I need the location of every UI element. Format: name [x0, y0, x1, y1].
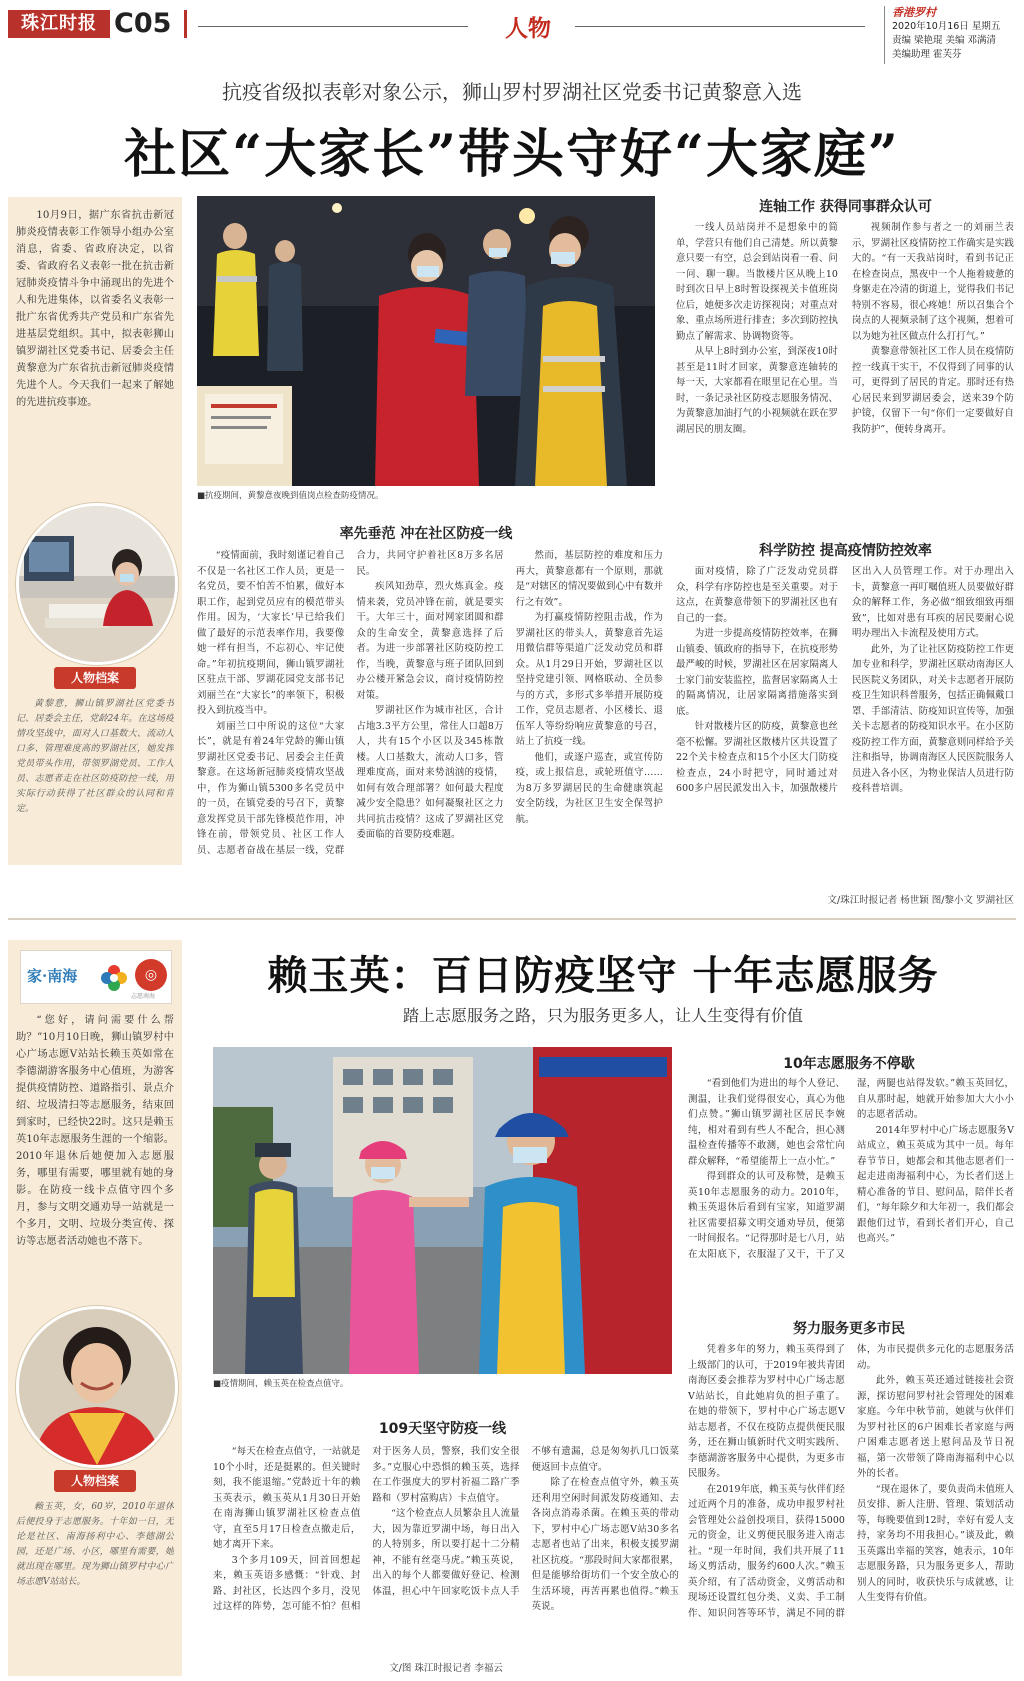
- story1-sec2-title: 连轴工作 获得同事群众认可: [759, 199, 932, 215]
- masthead: [0, 0, 1024, 60]
- story1-sec1-para: 然而，基层防控的难度和压力再大，黄黎意都有一个原则，那就是“对辖区的情况要做到心中有数并行之有效”。: [515, 550, 663, 608]
- story1-profile: 黄黎意，狮山镇罗湖社区党委书记、居委会主任，党龄24年。在这场疫情攻坚战中，面对人口基数大、流动人口多、管理难度高的罗湖社区，她发挥党员带头作用，带领罗湖党员、工作人员、志愿者走在社区防疫防控一线，用实际行动获得了社区群众的认同和肯定。: [16, 699, 174, 814]
- story1-sec3-para: 面对疫情，除了广泛发动党员群众，科学有序防控也是至关重要。对于这点，在黄黎意带领下的罗湖社区也有自己的一套。: [676, 566, 838, 624]
- story2-lead: “您好，请问需要什么帮助？”10月10日晚，狮山镇罗村中心广场志愿V站站长赖玉英如常在李德湖游客服务中心值班，为游客提供疫情防控、道路指引、景点介绍、垃圾清扫等志愿服务，结束回到家时，已经快22时。这只是赖玉英10年志愿服务生涯的一个缩影。2010年退休后她便加入志愿服务，哪里有需要，哪里就有她的身影。在防疫一线卡点值守四个多月，参与文明交通劝导一站就是一个多月，文明、垃圾分类宣传、探访等志愿者活动她也不落下。: [16, 1015, 174, 1247]
- page-number: C05: [114, 8, 172, 39]
- story1-sec2-para: 从早上8时到办公室，到深夜10时甚至是11时才回家，黄黎意连轴转的每一天，大家都看在眼里记在心里。当时，一条记录社区防疫志愿服务情况、为黄黎意加油打气的小视频就在跃在罗湖居民的朋友圈。: [676, 346, 838, 435]
- story2-photo-caption: ■疫情期间，赖玉英在检查点值守。: [213, 1379, 349, 1389]
- story2-subtitle: 踏上志愿服务之路，只为服务更多人，让人生变得有价值: [402, 1006, 803, 1025]
- story2-headline: 赖玉英：百日防疫坚守 十年志愿服务: [267, 952, 939, 999]
- masthead-divider: [184, 10, 187, 38]
- story2-sec3-title: 努力服务更多市民: [793, 1321, 905, 1337]
- section-label: 人物: [505, 15, 551, 42]
- story1-sec1-para: 刘丽兰口中所说的这位“大家长”，就是有着24年党龄的狮山镇罗湖社区党委书记、居委会主任黄黎意。在这场新冠肺炎疫情攻坚战中，作为狮山镇5300多名党员中的一员，在镇党委的号召下，黄黎意发挥党员干部先锋模范作用，冲锋在前，带领党员、社区工作人员、志愿者奋战在基层一线，党群合力，共同守护着社区8万多名居民。: [197, 550, 504, 856]
- story1-sec3-title: 科学防控 提高疫情防控效率: [759, 543, 932, 559]
- story1-sec1-body: [197, 548, 663, 890]
- story1-lead: 10月9日，据广东省抗击新冠肺炎疫情表彰工作领导小组办公室消息，省委、省政府决定，以省委、省政府名义表彰一批在抗击新冠肺炎疫情斗争中涌现出的先进个人和先进集体，以省委名义表彰一批广东省优秀共产党员和广东省先进基层党组织。其中，拟表彰狮山镇罗湖社区党委书记、居委会主任黄黎意为广东省抗击新冠肺炎疫情先进个人。今天我们一起来了解她的先进抗疫事迹。: [16, 210, 174, 408]
- masthead-rule-left: [198, 26, 468, 27]
- masthead-rule-right: [575, 26, 865, 27]
- story2-sidebar: [8, 940, 182, 1676]
- story2-sec1-para: 得到群众的认可及称赞，是赖玉英10年志愿服务的动力。2010年，赖玉英退休后看到有宝家，知道罗湖社区需要招募文明交通劝导员，便第一时间报名。“记得那时是七八月，站在太阳底下，衣服湿了又干，干了又湿，两腿也站得发软。”赖玉英回忆，自从那时起，她就开始参加大大小小的志愿者活动。: [688, 1078, 1014, 1260]
- story1-sidebar: [8, 197, 182, 865]
- editors: 责编 梁艳琨 美编 邓满清: [892, 35, 997, 46]
- story2-portrait: [16, 1306, 178, 1468]
- story2-sec3-para: 此外，赖玉英还通过链接社会资源，探访慰问罗村社会管理处的困难家庭。今年中秋节前，她就与伙伴们为罗村社区的6户困难长者家庭与两户困难志愿者送上慰问品及节日祝福，第一次带领了降南海福利中心以外的长者。: [857, 1375, 1014, 1479]
- story1-sec1-para: 罗湖社区作为城市社区，合计占地3.3平方公里，常住人口超8万人，共有15个小区以及345栋散楼。人口基数大，流动人口多，管理难度高，面对来势汹汹的疫情，如何有效合理部署？如何最大程度减少安全隐患？如何凝聚社区之力共同抗击疫情？这成了罗湖社区党委面临的首要防疫难题。: [356, 705, 504, 840]
- story2-sec3-para: 凭着多年的努力，赖玉英得到了上级部门的认可，于2019年被共青团南海区委会推荐为罗村中心广场志愿V站站长，自此她肩负的担子重了。在她的带领下，罗村中心广场志愿V站志愿者，不仅在疫防点提供便民服务，还在狮山镇新时代文明实践所、李德湖游客服务中心提供，为更多市民服务。: [688, 1344, 845, 1479]
- volunteer-logo: [20, 950, 172, 1004]
- story2-profile-badge: 人物档案: [54, 1470, 136, 1492]
- story2-sec3-body: [688, 1342, 1014, 1676]
- story2-sec1-para: 2014年罗村中心广场志愿服务V站成立，赖玉英成为其中一员。每年春节节日，她都会和其他志愿者们一起走进南海福利中心，为长者们送上精心准备的节目、慰问品，陪伴长者们，“每年除夕和大年初一，我们都会跟他们过节，看到长者们开心，自己也高兴。”: [857, 1124, 1014, 1244]
- story2-sec2-para: 3个多月109天，回首回想起来，赖玉英语多感慨：“针戏、封路、封社区，长达四个多月，没见过这样的阵势，怎可能不怕？但相对于医务人员，警察，我们安全很多。”克服心中恐惧的赖玉英，选择在工作强度大的罗村祈福二路广季路和（罗村富购店）卡点值守。: [213, 1446, 520, 1612]
- volunteer-seal-icon: ◎: [135, 959, 167, 991]
- story2-byline: 文/图 珠江时报记者 李福云: [389, 1663, 503, 1674]
- story2-sec2-para: “每天在检查点值守，一站就是10个小时，还是挺累的。但关键时刻，我不能退缩。”党龄近十年的赖玉英表示，赖玉英从1月30日开始在南海狮山镇罗湖社区检查点值守，直至5月17日检查点撤走后，她才离开下来。: [213, 1446, 361, 1550]
- story1-sec2-body: [676, 220, 1014, 512]
- story1-headline: 社区“大家长”带头守好“大家庭”: [124, 124, 900, 185]
- story2-sec1-title: 10年志愿服务不停歇: [783, 1056, 915, 1072]
- story1-sec1-title: 率先垂范 冲在社区防疫一线: [339, 526, 513, 542]
- issue-date: 2020年10月16日 星期五: [892, 21, 1001, 32]
- story1-sec3-para: 针对散楼片区的防疫，黄黎意也丝毫不松懈。罗湖社区散楼片区共设置了22个关卡检查点和15个小区大门防疫检查点，24小时把守，同时通过对600多户居民派发出入卡，加强散楼片区出入人员管理工作。对于办理出入卡，黄黎意一再叮嘱值班人员要做好群众的解释工作，务必做“细致细致再细致”，比如对患有耳疾的居民要耐心说明办理出入卡流程及使用方式。: [676, 566, 1014, 794]
- story1-portrait: [16, 503, 178, 665]
- story1-sec2-para: 黄黎意带领社区工作人员在疫情防控一线真干实干，不仅得到了同事的认可，更得到了居民的肯定。那时还有热心居民来到罗湖居委会，送来39个防护镜，仅留下一句“你们一定要做好自我防护”，便转身离开。: [852, 346, 1014, 435]
- story2-sec3-para: 在2019年底，赖玉英与伙伴们经过近两个月的准备，成功申报罗村社会管理处公益创投项目，获得15000元的资金，让义剪便民服务进入南志社。“现一年时间，我们共开展了11场义剪活动，服务约600人次。”赖玉英介绍，有了活动资金，义剪活动和现场还设置红包分类、义卖、手工制作、知识问答等环节，满足不同的群体，为市民提供多元化的志愿服务活动。: [688, 1344, 1014, 1619]
- column-logo: 香港罗村: [892, 6, 936, 19]
- editors-assistant: 美编助理 霍芙芬: [892, 49, 962, 60]
- story1-sec3-para: 此外，为了让社区防疫防控工作更加专业和科学，罗湖社区联动南海区人民医院义务团队，对关卡志愿者开展防疫卫生知识科普服务，包括正确佩戴口罩、手部清洁、防疫知识宣传等，加强关卡志愿者的防疫知识水平。在小区防疫防控工作方面，黄黎意则同样给予关注和指导，协调南海区人民医院服务人员进入各小区，为物业保洁人员进行防疫科普培训。: [852, 643, 1014, 794]
- story1-sec3-body: [676, 564, 1014, 886]
- story1-profile-badge: 人物档案: [54, 667, 136, 689]
- story2-photo: [213, 1047, 672, 1374]
- story1-sec2-para: 一线人员站岗并不是想象中的简单，学营只有他们自己清楚。所以黄黎意只要一有空，总会到站岗看一看、问一问、聊一聊。当散楼片区从晚上10时到次日早上8时暂设探视关卡值班岗位后，她便多次走访探视岗；对重点对象、重点场所进行排查；多次到防控执勤点了解需求、协调物资等。: [676, 222, 838, 342]
- story1-kicker: 抗疫省级拟表彰对象公示，狮山罗村罗湖社区党委书记黄黎意入选: [222, 80, 802, 104]
- story1-sec3-para: 为进一步提高疫情防控效率，在狮山镇委、镇政府的指导下，在抗疫形势最严峻的时候，罗湖社区在居家隔离人士家门前安装监控，监督居家隔离人士的隔离情况，让居家隔离措施落实到底。: [676, 628, 838, 717]
- story2-profile: 赖玉英，女，60岁，2010年退休后便投身于志愿服务。十年如一日，无论是社区、南海扬利中心、李德湖公园，还是广场、小区，哪里有需要，她就出现在哪里。现为狮山镇罗村中心广场志愿V站站长。: [16, 1502, 174, 1587]
- volunteer-logo-text: 家·南海: [27, 967, 78, 985]
- story2-sec2-title: 109天坚守防疫一线: [378, 1421, 507, 1437]
- story1-sec1-para: 为打赢疫情防控阻击战，作为罗湖社区的带头人，黄黎意首先运用微信群等渠道广泛发动党员和群众。从1月29日开始，罗湖社区以坚持党建引领、网格联动、全员参与的方式，多形式多举措开展防疫工作，党员志愿者、小区楼长、退伍军人等纷纷响应黄黎意的号召，站上了抗疫一线。: [515, 612, 663, 747]
- paper-logo: 珠江时报: [8, 10, 110, 38]
- story1-photo: [197, 196, 655, 486]
- story1-byline: 文/珠江时报记者 杨世颖 图/黎小文 罗湖社区: [827, 895, 1014, 906]
- story1-sec2-para: 视频制作参与者之一的刘丽兰表示，罗湖社区疫情防控工作确实是实践大的。“有一天我站岗时，看到书记正在检查岗点，黑夜中一个人拖着疲惫的身躯走在冷清的街道上，觉得我们书记特别不容易，很心疼她！所以召集合个岗点的人视频录制了这个视频，想着可以为她为社区做点什么打打气。”: [852, 222, 1014, 342]
- story-divider: [8, 918, 1016, 920]
- volunteer-logo-sub: 志愿南海: [131, 993, 156, 1000]
- story2-sec2-body: [213, 1444, 679, 1654]
- story1-sec1-para: 疾风知劲草，烈火炼真金。疫情来袭，党员冲锋在前，就是要实干。大年三十，面对网家团圆和群众的生命安全，黄黎意选择了后者。为进一步部署社区防疫防控工作，当晚，黄黎意与班子团队回到办公楼开紧急会议，商讨疫情防控对策。: [356, 581, 504, 701]
- flower-icon: [99, 963, 129, 993]
- masthead-right-divider: [884, 6, 885, 64]
- story2-sec1-body: [688, 1076, 1014, 1298]
- story2-sec1-para: “看到他们为进出的每个人登记、测温，让我们觉得很安心，真心为他们点赞。”狮山镇罗湖社区居民李婉纯，相对看到有些人不配合，担心测温检查传播等不敢测，她也会常忙向群众解释，“希望能帮上一点小忙。”: [688, 1078, 845, 1167]
- story1-sec1-para: “疫情面前，我时刻谨记着自己不仅是一名社区工作人员，更是一名党员，要不怕苦不怕累，做好本职工作，起到党员应有的模范带头作用。因为，‘大家长’早已给我们做了最好的示范表率作用，我要像她一样有担当，不忘初心、牢记使命。”年初抗疫期间，狮山镇罗湖社区驻点干部、罗湖花园党支部书记刘丽兰在“大家长”的率领下，积极投入到抗疫当中。: [197, 550, 345, 716]
- story1-sec1-para: 他们，或逐户巡查，或宣传防疫，或上报信息，或轮班值守……为8万多罗湖居民的生命健康筑起安全防线，为社区卫生安全保驾护航。: [515, 751, 663, 825]
- story2-sec2-para: 除了在检查点值守外，赖玉英还利用空闲时间派发防疫通知、去各岗点消毒杀菌。在赖玉英的带动下，罗村中心广场志愿V站30多名志愿者也站了出来，积极支援罗湖社区抗疫。“那段时间大家都很累，但是能够给街坊们一个安全放心的生活环境，再苦再累也值得。”赖玉英说。: [531, 1477, 679, 1612]
- story2-sec3-para: “现在退休了，要负责尚未值班人员安排、新人注册、管理、策划活动等，每晚要值到12时，幸好有爱人支持，家务均不用我担心。”谈及此，赖玉英露出幸福的笑容，她表示，10年志愿服务路，只为服务更多人，帮助别人的同时，收获快乐与成就感，让人生变得有价值。: [857, 1483, 1014, 1603]
- story2-sec2-para: “这个检查点人员繁杂且人流量大，因为靠近罗湖中场，每日出入的人特别多，所以要打起十二分精神，不能有丝毫马虎。”赖玉英说，出入的每个人都要做好登记、检测体温，担心中午回家吃饭卡点人手不够有遗漏，总是匆匆扒几口饭菜便返回卡点值守。: [372, 1446, 679, 1597]
- story1-photo-caption: ■抗疫期间，黄黎意夜晚到值岗点检查防疫情况。: [197, 491, 384, 501]
